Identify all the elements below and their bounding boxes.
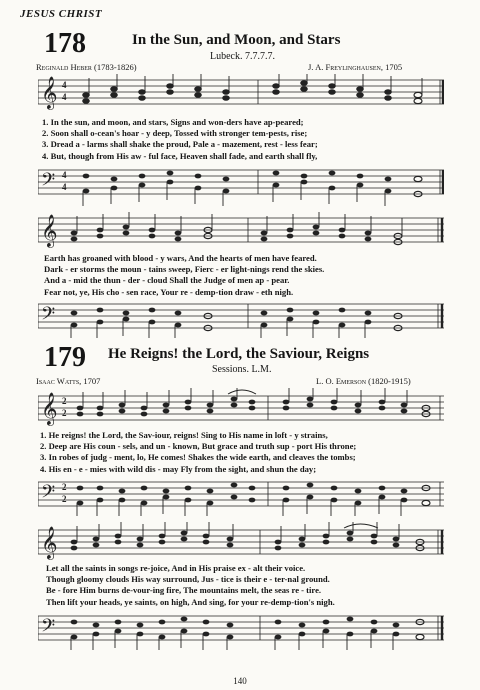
lyric-line: 3. In robes of judg - ment, lo, He comes! Shakes the wide earth, and cleaves the tombs; (40, 452, 356, 463)
lyric-line: Dark - er storms the moun - tains sweep, Fierc - er light-nings rend the skies. (44, 264, 325, 275)
svg-text:𝄞: 𝄞 (41, 76, 58, 109)
svg-text:𝄢: 𝄢 (41, 170, 56, 195)
verse-lyrics (40, 430, 356, 475)
bass-staff (38, 476, 444, 516)
svg-text:4: 4 (62, 170, 67, 180)
section-title: JESUS CHRIST (20, 8, 103, 20)
bass-staff (38, 298, 444, 338)
lyric-line: 4. His en - e - mies with wild dis - may Fly from the sight, and shun the day; (40, 463, 317, 474)
lyric-line: And a - mid the thun - der - cloud Shall the Judge of men ap - pear. (44, 275, 290, 286)
verse-lyrics (42, 117, 318, 162)
page-number: 140 (233, 676, 247, 686)
lyric-line: 2. Deep are His coun - sels, and un - known, But grace and truth sup - port His throne; (40, 441, 357, 452)
svg-text:𝄢: 𝄢 (41, 616, 56, 641)
verse-lyrics (46, 563, 335, 608)
treble-staff (38, 74, 444, 118)
treble-staff (38, 212, 444, 256)
lyric-line: 1. In the sun, and moon, and stars, Signs and won-ders have ap-peared; (42, 117, 304, 127)
svg-text:𝄞: 𝄞 (41, 526, 58, 559)
tune-name: Lubeck. 7.7.7.7. (210, 51, 275, 62)
svg-text:2: 2 (62, 408, 67, 418)
hymn-number: 178 (44, 28, 86, 59)
treble-staff (38, 388, 444, 430)
lyric-line: 1. He reigns! the Lord, the Sav-iour, reigns! Sing to His name in loft - y strains, (40, 430, 328, 440)
hymn-title: In the Sun, and Moon, and Stars (132, 32, 341, 48)
lyric-line: 2. Soon shall o-cean's hoar - y deep, Tossed with stronger tem-pests, rise; (42, 128, 308, 139)
svg-text:𝄞: 𝄞 (41, 214, 58, 247)
svg-text:𝄢: 𝄢 (41, 304, 56, 329)
lyric-line: Earth has groaned with blood - y wars, And the hearts of men have feared. (44, 253, 317, 263)
hymn-number: 179 (44, 342, 86, 373)
svg-text:𝄞: 𝄞 (41, 392, 58, 425)
lyric-line: Fear not, ye, His cho - sen race, Your re - demp-tion draw - eth nigh. (44, 286, 294, 297)
svg-text:4: 4 (62, 92, 67, 102)
treble-staff (38, 522, 444, 564)
lyric-line: Be - fore Him burns de-vour-ing fire, The mountains melt, the seas re - tire. (46, 585, 322, 596)
bass-staff (38, 610, 444, 650)
lyric-line: Though gloomy clouds His way surround, Jus - tice is their e - ter-nal ground. (46, 574, 330, 585)
verse-lyrics (44, 253, 324, 298)
tune-name: Sessions. L.M. (212, 364, 272, 375)
composer-credit: L. O. Emerson (1820-1915) (316, 376, 411, 386)
svg-text:2: 2 (62, 482, 67, 492)
author-credit: Reginald Heber (1783-1826) (36, 62, 137, 72)
lyric-line: 3. Dread a - larms shall shake the proud, Pale a - mazement, rest - less fear; (42, 139, 318, 150)
svg-text:𝄢: 𝄢 (41, 482, 56, 507)
svg-text:4: 4 (62, 182, 67, 192)
svg-text:2: 2 (62, 396, 67, 406)
lyric-line: Then lift your heads, ye saints, on high, And sing, for your re-demp-tion's nigh. (46, 596, 335, 607)
lyric-line: Let all the saints in songs re-joice, And in His praise ex - alt their voice. (46, 563, 306, 573)
author-credit: Isaac Watts, 1707 (36, 376, 101, 386)
composer-credit: J. A. Freylinghausen, 1705 (308, 62, 403, 72)
svg-text:4: 4 (62, 80, 67, 90)
bass-staff (38, 162, 444, 206)
lyric-line: 4. But, though from His aw - ful face, Heaven shall fade, and earth shall fly, (42, 150, 318, 161)
hymn-title: He Reigns! the Lord, the Saviour, Reigns (108, 346, 370, 362)
svg-text:2: 2 (62, 494, 67, 504)
